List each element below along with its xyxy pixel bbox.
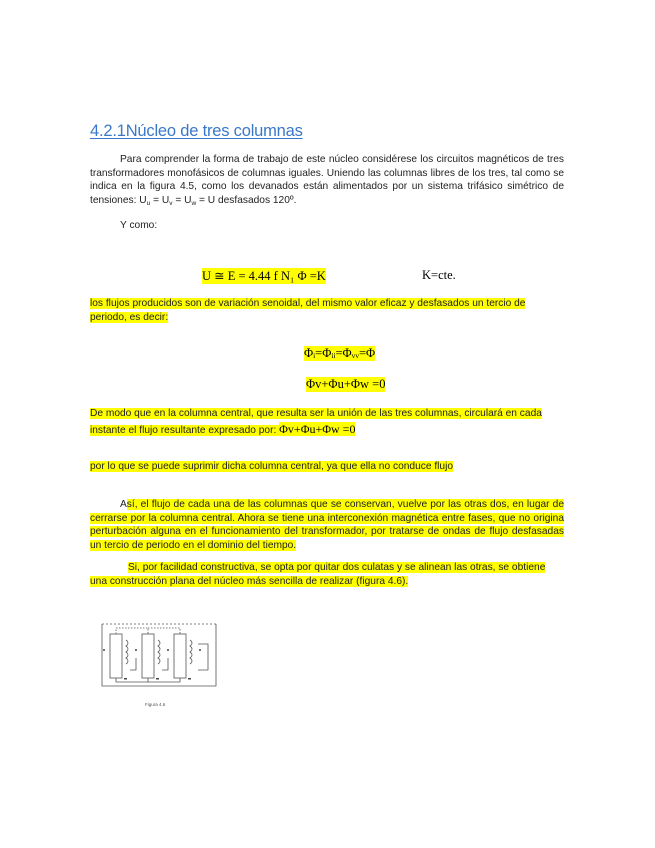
columna-central-text: De modo que en la columna central, que resulta ser la unión de las tres columnas, circulará en cada instante el flujo resultante expresado por: bbox=[90, 408, 542, 436]
columna-central-equation: Φv+Φu+Φw =0 bbox=[279, 421, 356, 436]
intro-eq-a: = U bbox=[150, 194, 170, 206]
intro-text: Para comprender la forma de trabajo de este núcleo considérese los circuitos magnéticos de tres transformadores monofásicos de columnas iguales. Uniendo las columnas libres de los tres, tal como se indica en la figura 4.5, como los devanados están alimentados por un sistema trifásico simétrico de tensiones: U bbox=[90, 154, 564, 206]
equation-voltage: U ≅ E = 4.44 f N₁ Φ =K bbox=[202, 269, 326, 283]
paragraph-columna-central bbox=[90, 407, 564, 438]
subscript-v: v bbox=[169, 199, 173, 207]
asi-text: sí, el flujo de cada una de las columnas que se conservan, vuelve por las otras dos, en lugar de cerrarse por la columna central. Ahora se tiene una interconexión magnética entre fases, que no origina perturbación alguna en el funcionamiento del transformador, por tratarse de ondas de flujo desfasadas un tercio de periodo en el dominio del tiempo. bbox=[90, 499, 564, 551]
paragraph-construccion bbox=[90, 561, 564, 588]
subscript-w: w bbox=[191, 199, 197, 207]
construccion-text: Si, por facilidad constructiva, se opta por quitar dos culatas y se alinean las otras, se obtiene una construcción plana del núcleo más sencilla de realizar (figura 4.6). bbox=[90, 562, 546, 587]
equation-flux-sum: Φv+Φu+Φw =0 bbox=[306, 377, 386, 391]
transformer-core-figure bbox=[96, 620, 222, 692]
subscript-u: u bbox=[146, 199, 151, 207]
equation-constant: K=cte. bbox=[422, 268, 456, 282]
suprimir-text: por lo que se puede suprimir dicha columna central, ya que ella no conduce flujo bbox=[90, 461, 454, 472]
paragraph-asi bbox=[90, 498, 564, 552]
intro-eq-b: = U bbox=[172, 194, 192, 206]
paragraph-suprimir bbox=[90, 460, 453, 474]
intro-tail: = U desfasados 120º. bbox=[196, 194, 297, 206]
equation-flux-equal: Φᵢ=Φᵢᵢ=Φᵥᵥ=Φ bbox=[304, 346, 376, 360]
paragraph-flujos bbox=[90, 297, 564, 324]
ycomo-text: Y como: bbox=[120, 220, 158, 231]
section-heading: 4.2.1Núcleo de tres columnas bbox=[90, 122, 303, 140]
flujos-text: los flujos producidos son de variación senoidal, del mismo valor eficaz y desfasados un tercio de periodo, es decir: bbox=[90, 298, 526, 323]
paragraph-intro bbox=[90, 153, 564, 210]
asi-lead: A bbox=[120, 499, 127, 510]
figure-caption: Figura 4.6 bbox=[145, 702, 166, 707]
